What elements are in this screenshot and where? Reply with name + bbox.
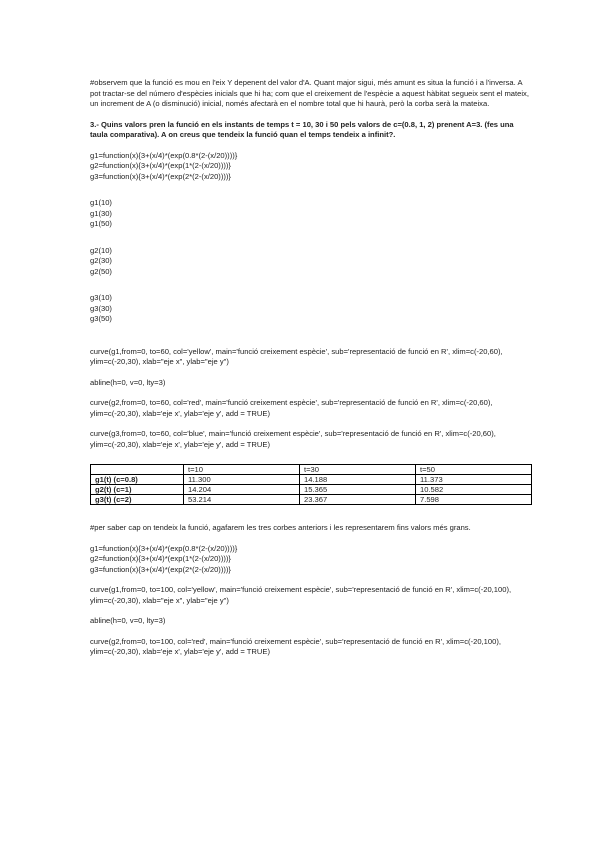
calls-g1: [90, 198, 530, 230]
table-cell: 14.188: [300, 475, 416, 485]
table-header-cell: t=50: [416, 465, 532, 475]
code-line: g1(30): [90, 208, 112, 218]
curve-command-5: curve(g2,from=0, to=100, col='red', main='funció creixement espècie', sub='representació de funció en R', xlim=c(-20,100), ylim=c(-20,30), xlab='eje x', ylab='eje y', add = TRUE): [90, 636, 501, 656]
code-line: g1(50): [90, 219, 112, 228]
infinity-note: #per saber cap on tendeix la funció, agafarem les tres corbes anteriors i les representarem fins valors més grans.: [90, 523, 471, 532]
table-cell: 23.367: [300, 495, 416, 505]
curve-command-3: curve(g3,from=0, to=60, col='blue', main='funció creixement espècie', sub='representació de funció en R', xlim=c(-20,60), ylim=c(-20,30), xlab='eje x', ylab='eje y', add = TRUE): [90, 429, 496, 449]
function-definitions-1: [90, 151, 530, 183]
table-header-cell: t=30: [300, 465, 416, 475]
code-line: g2(30): [90, 256, 112, 265]
table-row: [91, 485, 532, 495]
table-cell: 11.373: [416, 475, 532, 485]
code-line: g3(10): [90, 293, 112, 302]
table-cell: 15.365: [300, 485, 416, 495]
document-page: [90, 78, 530, 668]
code-line: g3(30): [90, 303, 112, 313]
table-row-label: g1(t) (c=0.8): [91, 475, 184, 485]
abline-command-1: abline(h=0, v=0, lty=3): [90, 377, 166, 387]
table-header-row: [91, 465, 532, 475]
code-line: g2=function(x){3+(x/4)*(exp(1*(2-(x/20))))}: [90, 554, 231, 563]
calls-g3: [90, 293, 530, 325]
code-line: g1=function(x){3+(x/4)*(exp(0.8*(2-(x/20))))}: [90, 543, 238, 553]
table-row-label: g2(t) (c=1): [91, 485, 184, 495]
table-row: [91, 475, 532, 485]
table-row: [91, 495, 532, 505]
table-cell: 11.300: [184, 475, 300, 485]
intro-paragraph: #observem que la funció es mou en l'eix Y depenent del valor d'A. Quant major sigui, més amunt es situa la funció i a l'inversa. A pot tractar-se del número d'espècies inicials que hi ha; com que el creixement de l'espècie a aquest hàbitat segueix sent el mateix, un increment de A (o disminució) inicial, només afectarà en el nombre total que hi haurà, però la corba serà la mateixa.: [90, 78, 529, 108]
code-line: g3=function(x){3+(x/4)*(exp(2*(2-(x/20))))}: [90, 564, 231, 574]
curve-command-2: curve(g2,from=0, to=60, col='red', main='funció creixement espècie', sub='representació de funció en R', xlim=c(-20,60), ylim=c(-20,30), xlab='eje x', ylab='eje y', add = TRUE): [90, 398, 493, 418]
comparison-table: [90, 464, 532, 505]
table-header-cell: [91, 465, 184, 475]
table-row-label: g3(t) (c=2): [91, 495, 184, 505]
table-cell: 53.214: [184, 495, 300, 505]
code-line: g2(10): [90, 245, 112, 255]
table-cell: 10.582: [416, 485, 532, 495]
table-cell: 7.598: [416, 495, 532, 505]
code-line: g2(50): [90, 266, 112, 276]
question-3: 3.- Quins valors pren la funció en els instants de temps t = 10, 30 i 50 pels valors de c=(0.8, 1, 2) prenent A=3. (fes una taula comparativa). A on creus que tendeix la funció quan el temps tendeix a infinit?.: [90, 119, 514, 139]
code-line: g2=function(x){3+(x/4)*(exp(1*(2-(x/20))))}: [90, 161, 231, 170]
curve-command-1: curve(g1,from=0, to=60, col='yellow', main='funció creixement espècie', sub='representació de funció en R', xlim=c(-20,60), ylim=c(-20,30), xlab="eje x", ylab="eje y"): [90, 346, 503, 366]
code-line: g3(50): [90, 314, 112, 323]
abline-command-2: abline(h=0, v=0, lty=3): [90, 616, 166, 625]
function-definitions-2: [90, 544, 530, 576]
code-line: g1=function(x){3+(x/4)*(exp(0.8*(2-(x/20))))}: [90, 150, 238, 160]
code-line: g1(10): [90, 198, 112, 207]
table-cell: 14.204: [184, 485, 300, 495]
code-line: g3=function(x){3+(x/4)*(exp(2*(2-(x/20))))}: [90, 171, 231, 181]
table-header-cell: t=10: [184, 465, 300, 475]
calls-g2: [90, 246, 530, 278]
curve-command-4: curve(g1,from=0, to=100, col='yellow', main='funció creixement espècie', sub='representació de funció en R', xlim=c(-20,100), ylim=c(-20,30), xlab="eje x", ylab="eje y"): [90, 585, 512, 605]
